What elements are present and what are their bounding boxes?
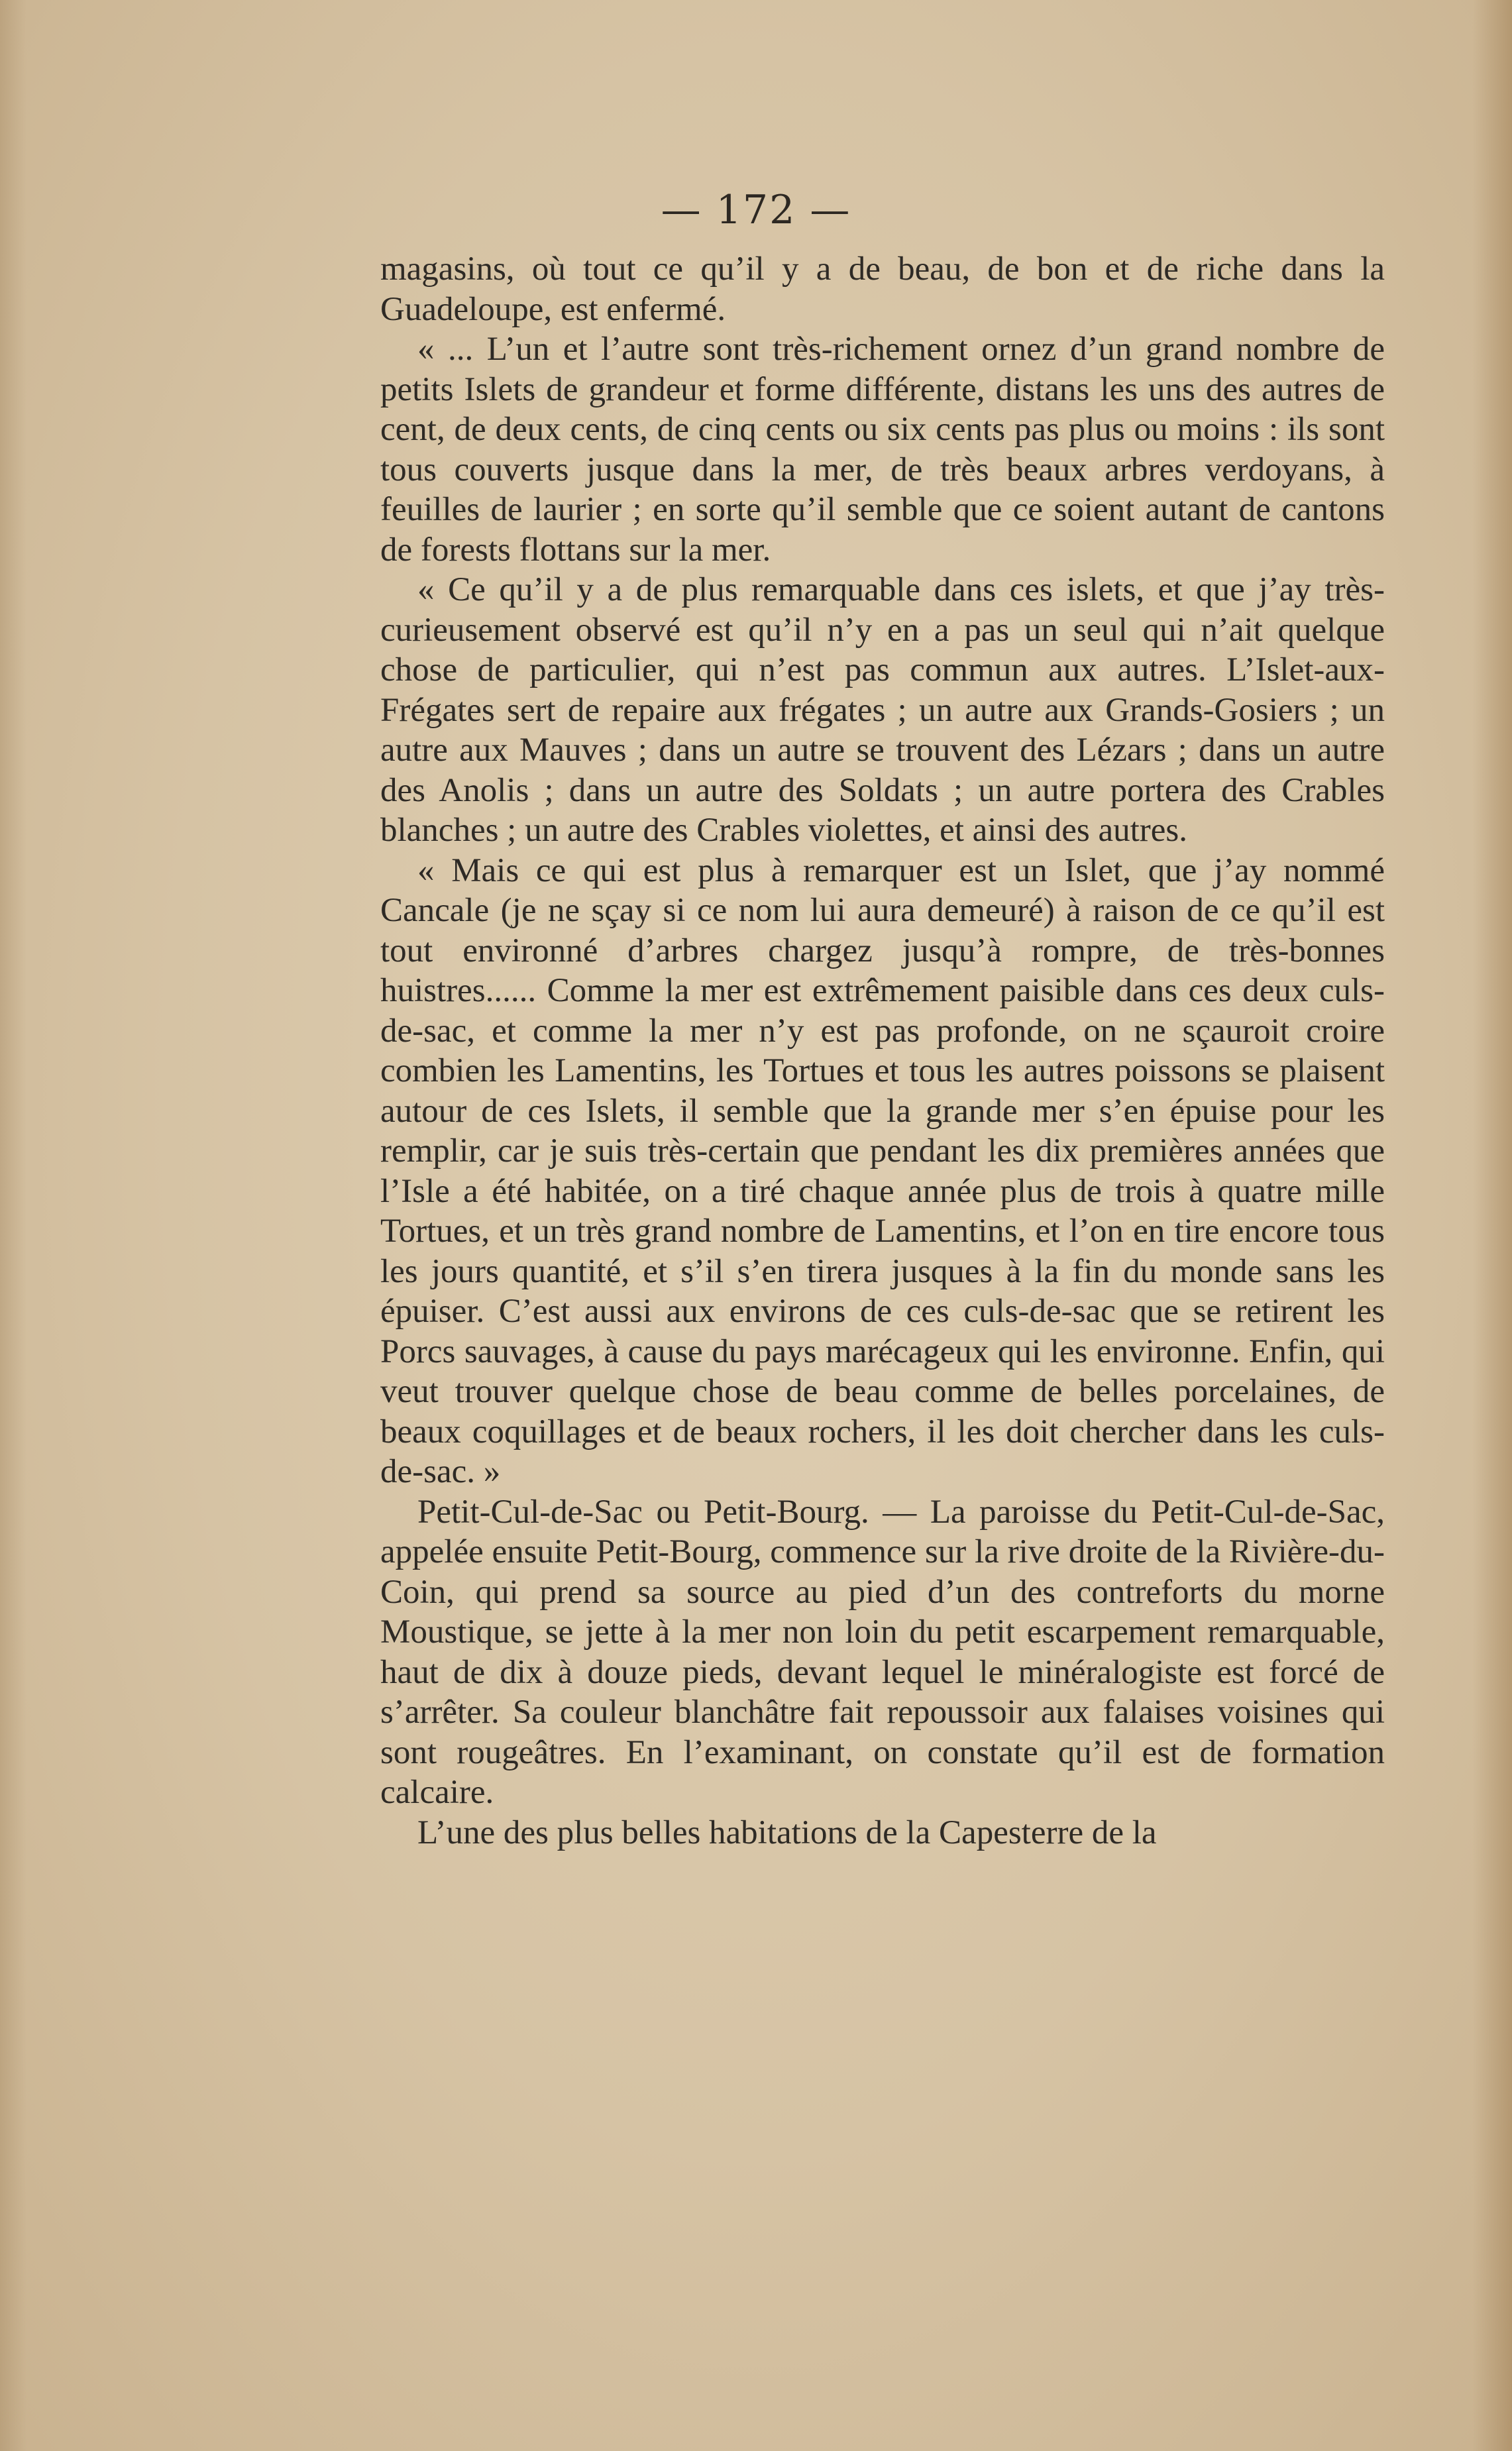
paragraph: Petit-Cul-de-Sac ou Petit-Bourg. — La paroisse du Petit-Cul-de-Sac, appelée ensuite Petit-Bourg, commence sur la rive droite de la Rivière-du-Coin, qui prend sa source au pied d’un des contreforts du morne Moustique, se jette à la mer non loin du petit escarpement remarquable, haut de dix à douze pieds, devant lequel le minéralogiste est forcé de s’arrêter. Sa couleur blanchâtre fait repoussoir aux falaises voisines qui sont rougeâtres. En l’examinant, on constate qu’il est de formation calcaire. xyxy=(380,1493,1385,1811)
paragraph: « Ce qu’il y a de plus remarquable dans ces islets, et que j’ay très-curieusement observé est qu’il n’y en a pas un seul qui n’ait quelque chose de particulier, qui n’est pas commun aux autres. L’Islet-aux-Frégates sert de repaire aux frégates ; un autre aux Grands-Gosiers ; un autre aux Mauves ; dans un autre se trouvent des Lézars ; dans un autre des Anolis ; dans un autre des Soldats ; un autre portera des Crables blanches ; un autre des Crables violettes, et ainsi des autres. xyxy=(380,571,1385,849)
page-number: — 172 — xyxy=(661,187,851,233)
body-text xyxy=(380,249,1385,1853)
paragraph: L’une des plus belles habitations de la Capesterre de la xyxy=(417,1814,1157,1851)
page-edge-shadow-left xyxy=(0,0,27,2451)
paragraph: magasins, où tout ce qu’il y a de beau, de bon et de riche dans la Guadeloupe, est enfermé. xyxy=(380,250,1385,328)
paragraph: « Mais ce qui est plus à remarquer est un Islet, que j’ay nommé Cancale (je ne sçay si ce nom lui aura demeuré) à raison de ce qu’il est tout environné d’arbres chargez jusqu’à rompre, de très-bonnes huistres...... Comme la mer est extrêmement paisible dans ces deux culs-de-sac, et comme la mer n’y est pas profonde, on ne sçauroit croire combien les Lamentins, les Tortues et tous les autres poissons se plaisent autour de ces Islets, il semble que la grande mer s’en épuise pour les remplir, car je suis très-certain que pendant les dix premières années que l’Isle a été habitée, on a tiré chaque année plus de trois à quatre mille Tortues, et un très grand nombre de Lamentins, et l’on en tire encore tous les jours quantité, et s’il s’en tirera jusques à la fin du monde sans les épuiser. C’est aussi aux environs de ces culs-de-sac que se retirent les Porcs sauvages, à cause du pays marécageux qui les environne. Enfin, qui veut trouver quelque chose de beau comme de belles porcelaines, de beaux coquillages et de beaux rochers, il les doit chercher dans les culs-de-sac. » xyxy=(380,851,1385,1490)
page-edge-shadow-right xyxy=(1472,0,1512,2451)
paragraph: « ... L’un et l’autre sont très-richement ornez d’un grand nombre de petits Islets de grandeur et forme différente, distans les uns des autres de cent, de deux cents, de cinq cents ou six cents pas plus ou moins : ils sont tous couverts jusque dans la mer, de très beaux arbres verdoyans, à feuilles de laurier ; en sorte qu’il semble que ce soient autant de cantons de forests flottans sur la mer. xyxy=(380,331,1385,569)
